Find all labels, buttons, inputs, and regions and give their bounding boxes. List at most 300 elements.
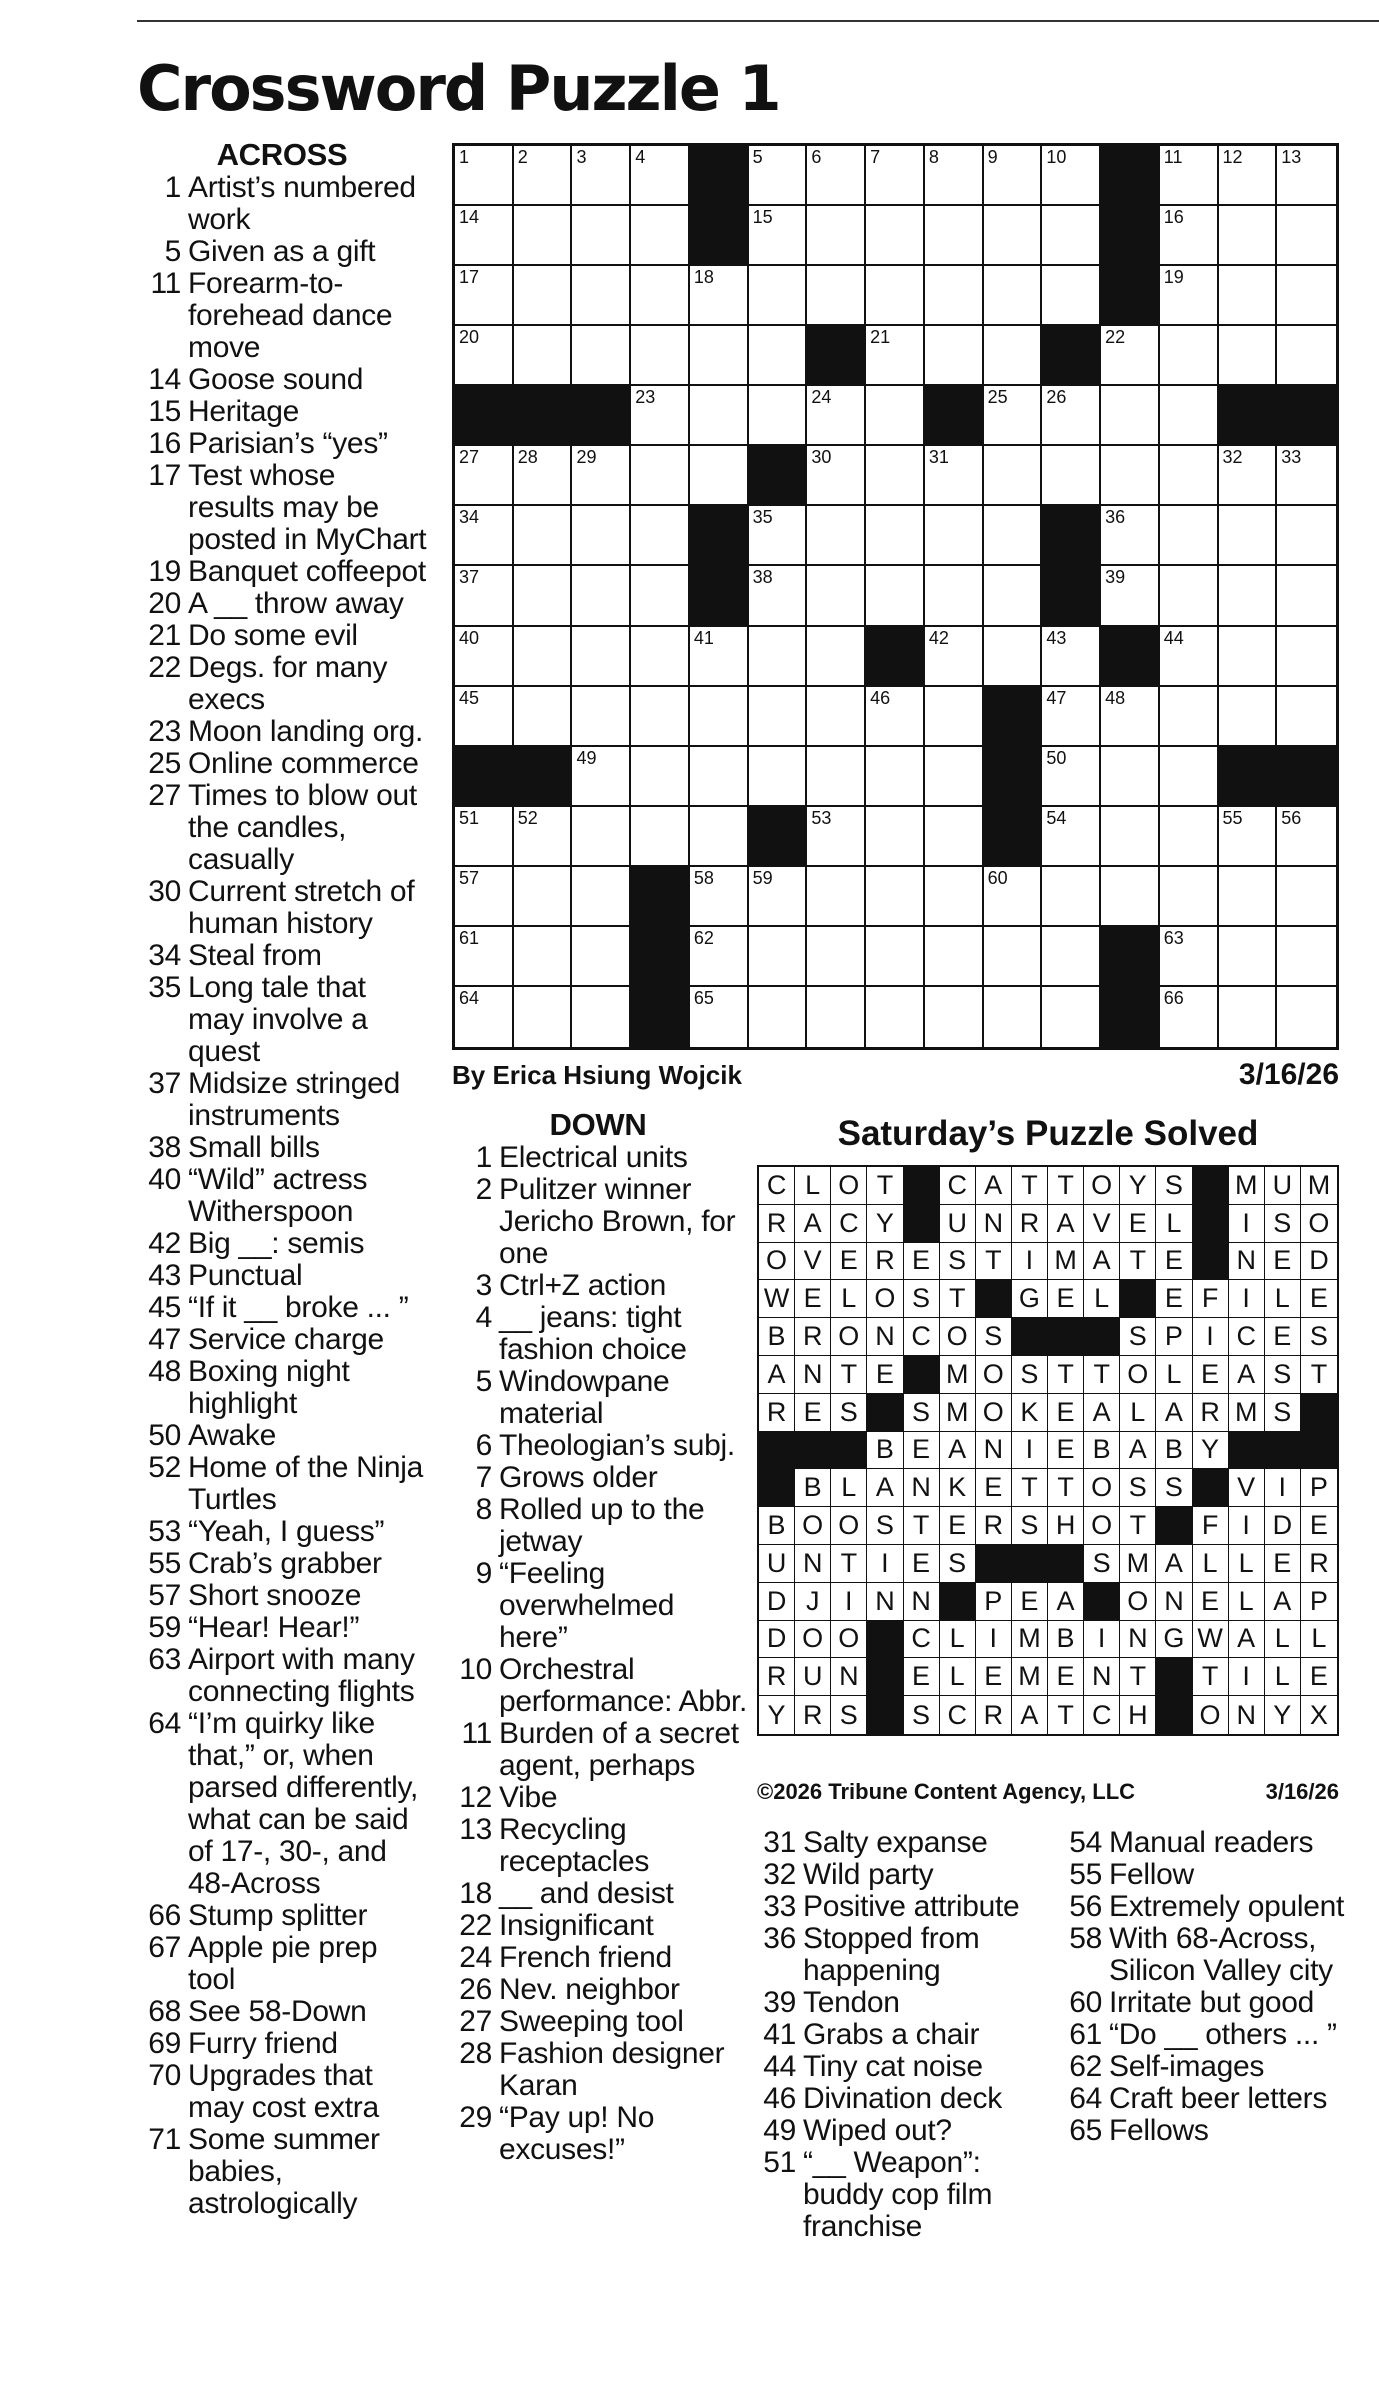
clue-text: Recycling receptacles [499,1813,650,1878]
clue-text: Salty expanse [803,1826,988,1859]
clue-number: 17 [148,459,181,492]
solution-letter: R [759,1658,795,1696]
grid-square [1160,326,1219,386]
grid-square [455,326,514,386]
solution-letter: P [1156,1318,1192,1356]
solution-letter: O [867,1280,903,1318]
clue-number: 10 [459,1653,492,1686]
clue-item [137,652,427,716]
solution-letter: E [1265,1318,1301,1356]
solution-letter: A [1084,1243,1120,1281]
across-header: ACROSS [216,137,348,172]
grid-square [455,867,514,927]
solution-letter: T [1012,1469,1048,1507]
solution-letter: S [831,1696,867,1734]
clue-number: 36 [763,1922,796,1955]
grid-square [1101,326,1160,386]
byline: By Erica Hsiung Wojcik [452,1060,742,1090]
solution-letter: S [1301,1318,1337,1356]
clue-number: 38 [148,1131,181,1164]
solution-letter: L [1193,1545,1229,1583]
solution-letter: V [1229,1469,1265,1507]
solution-letter: A [1156,1545,1192,1583]
grid-square [1160,206,1219,266]
clue-number: 53 [148,1515,181,1548]
clue-number: 6 [475,1429,492,1462]
square-number: 38 [752,567,773,588]
solution-letter: O [831,1167,867,1205]
grid-square [1277,326,1336,386]
grid-square [514,566,573,626]
across-clue-list [137,138,427,2220]
clue-number: 66 [148,1899,181,1932]
grid-square [807,687,866,747]
grid-square [1219,807,1278,867]
grid-square [1160,807,1219,867]
grid-square [807,206,866,266]
grid-square [572,807,631,867]
clue-item [752,2051,1052,2083]
solution-letter: F [1193,1507,1229,1545]
grid-square [514,807,573,867]
solution-letter: K [940,1469,976,1507]
grid-square [1219,146,1278,206]
clue-text: Manual readers [1109,1826,1314,1859]
clue-number: 71 [148,2123,181,2156]
clue-number: 7 [475,1461,492,1494]
clue-number: 50 [148,1419,181,1452]
grid-square [984,867,1043,927]
solution-letter: M [1301,1167,1337,1205]
black-square [749,446,808,506]
solution-letter: B [759,1318,795,1356]
clue-number: 35 [148,971,181,1004]
solution-black-square [904,1167,940,1205]
grid-square [749,506,808,566]
grid-square [984,146,1043,206]
solution-letter: S [1012,1356,1048,1394]
grid-square [572,326,631,386]
clue-number: 64 [1069,2082,1102,2115]
solution-letter: S [1265,1205,1301,1243]
solution-letter: I [1012,1432,1048,1470]
clue-number: 44 [763,2050,796,2083]
solution-letter: L [1120,1394,1156,1432]
clue-item [752,2019,1052,2051]
solution-letter: T [1301,1356,1337,1394]
grid-square [1160,627,1219,687]
clue-text: Theologian’s subj. [499,1429,735,1462]
solution-letter: X [1301,1696,1337,1734]
clue-item [1058,2019,1368,2051]
black-square [455,386,514,446]
grid-square [1160,266,1219,326]
solution-letter: O [1301,1205,1337,1243]
solution-letter: S [1156,1167,1192,1205]
clue-text: “Yeah, I guess” [188,1515,385,1548]
clue-item [752,1987,1052,2019]
clue-number: 22 [459,1909,492,1942]
clue-item [137,1644,427,1708]
solution-letter: O [795,1621,831,1659]
clue-item [137,236,427,268]
clue-number: 27 [459,2005,492,2038]
grid-square [690,386,749,446]
solution-letter: A [940,1432,976,1470]
solution-letter: L [1265,1621,1301,1659]
clue-item [137,780,427,876]
solution-letter: L [795,1167,831,1205]
black-square [1101,266,1160,326]
clue-item [137,1260,427,1292]
grid-square [1042,687,1101,747]
solution-letter: O [795,1507,831,1545]
clue-number: 58 [1069,1922,1102,1955]
grid-square [807,566,866,626]
solution-letter: E [1048,1394,1084,1432]
square-number: 31 [928,447,949,468]
clue-number: 37 [148,1067,181,1100]
solution-letter: V [795,1243,831,1281]
black-square [690,506,749,566]
clue-number: 2 [475,1173,492,1206]
clue-item [448,1302,748,1366]
solution-letter: C [940,1696,976,1734]
solution-letter: M [940,1356,976,1394]
clue-item [448,2006,748,2038]
clue-item [448,1174,748,1270]
grid-square [514,266,573,326]
grid-square [866,927,925,987]
solution-letter: E [1301,1658,1337,1696]
clue-number: 43 [148,1259,181,1292]
solution-letter: E [1265,1243,1301,1281]
square-number: 43 [1046,627,1067,648]
solution-letter: W [1193,1621,1229,1659]
grid-square [572,446,631,506]
clue-number: 28 [459,2037,492,2070]
clue-text: Furry friend [188,2027,338,2060]
solution-letter: O [831,1318,867,1356]
solution-letter: T [1048,1356,1084,1394]
grid-square [690,867,749,927]
clue-text: Wild party [803,1858,934,1891]
clue-number: 24 [459,1941,492,1974]
solution-letter: T [1120,1507,1156,1545]
solution-letter: B [1084,1432,1120,1470]
black-square [690,206,749,266]
clue-text: Moon landing org. [188,715,424,748]
solution-black-square [759,1432,795,1470]
solution-letter: M [1120,1545,1156,1583]
grid-square [984,446,1043,506]
solution-letter: H [1048,1507,1084,1545]
solution-letter: N [976,1432,1012,1470]
clue-item [448,2102,748,2166]
grid-square [807,146,866,206]
grid-square [984,627,1043,687]
square-number: 3 [576,147,587,167]
clue-number: 42 [148,1227,181,1260]
black-square [514,747,573,807]
clue-item [137,1452,427,1516]
square-number: 60 [987,867,1008,888]
solution-letter: D [1301,1243,1337,1281]
grid-square [514,146,573,206]
solution-letter: A [1229,1356,1265,1394]
solution-letter: S [904,1280,940,1318]
grid-square [749,566,808,626]
clue-number: 14 [148,363,181,396]
solution-letter: C [1084,1696,1120,1734]
grid-square [866,566,925,626]
clue-number: 60 [1069,1986,1102,2019]
clue-item [137,2124,427,2220]
grid-square [514,506,573,566]
clue-text: Sweeping tool [499,2005,684,2038]
clue-item [752,1891,1052,1923]
grid-square [1101,867,1160,927]
grid-square [631,326,690,386]
clue-text: Apple pie prep tool [188,1931,378,1996]
solution-letter: R [867,1243,903,1281]
square-number: 37 [459,567,480,588]
clue-number: 19 [148,555,181,588]
solution-letter: Y [1120,1167,1156,1205]
grid-square [455,206,514,266]
solution-letter: F [1193,1280,1229,1318]
clue-number: 9 [475,1557,492,1590]
solution-letter: T [831,1545,867,1583]
grid-square [1101,687,1160,747]
grid-square [1219,987,1278,1047]
square-number: 14 [459,207,480,228]
grid-square [690,687,749,747]
clue-text: “Wild” actress Witherspoon [188,1163,368,1228]
solution-black-square [759,1469,795,1507]
black-square [1042,566,1101,626]
solution-letter: R [1193,1394,1229,1432]
clue-number: 25 [148,747,181,780]
solution-letter: O [1120,1583,1156,1621]
solution-letter: T [1048,1469,1084,1507]
grid-square [1219,687,1278,747]
square-number: 53 [811,807,832,828]
clue-number: 15 [148,395,181,428]
clue-text: Grabs a chair [803,2018,980,2051]
grid-square [572,266,631,326]
square-number: 41 [693,627,714,648]
solution-letter: N [1229,1696,1265,1734]
clue-number: 67 [148,1931,181,1964]
solution-letter: E [1193,1356,1229,1394]
copyright: ©2026 Tribune Content Agency, LLC [757,1779,1136,1804]
grid-square [749,747,808,807]
solution-letter: Y [867,1205,903,1243]
clue-item [137,1580,427,1612]
clue-text: Steal from [188,939,322,972]
solution-letter: M [1229,1394,1265,1432]
clue-text: Forearm-to-forehead dance move [188,267,393,364]
solution-letter: E [976,1658,1012,1696]
square-number: 46 [870,687,891,708]
clue-number: 4 [475,1301,492,1334]
grid-square [572,747,631,807]
solution-letter: J [795,1583,831,1621]
black-square [572,386,631,446]
solution-black-square [867,1621,903,1659]
grid-square [749,146,808,206]
clue-text: Self-images [1109,2050,1265,2083]
clue-item [137,556,427,588]
clue-item [137,1516,427,1548]
square-number: 63 [1163,927,1184,948]
grid-square [807,747,866,807]
clue-number: 3 [475,1269,492,1302]
grid-square [807,807,866,867]
solution-letter: A [1156,1394,1192,1432]
grid-square [925,927,984,987]
solution-letter: T [1048,1696,1084,1734]
clue-item [1058,2051,1368,2083]
square-number: 8 [928,147,939,167]
clue-text: Nev. neighbor [499,1973,680,2006]
page-title: Crossword Puzzle 1 [137,52,780,125]
solution-letter: E [904,1243,940,1281]
clue-text: “Do __ others ... ” [1109,2018,1337,2051]
square-number: 35 [752,507,773,528]
solution-letter: T [1120,1658,1156,1696]
clue-text: Electrical units [499,1141,688,1174]
grid-square [984,506,1043,566]
clue-number: 54 [1069,1826,1102,1859]
solution-letter: O [1084,1167,1120,1205]
clue-number: 40 [148,1163,181,1196]
clue-item [448,1270,748,1302]
clue-item [137,940,427,972]
clue-text: “__ Weapon”: buddy cop film franchise [803,2146,993,2243]
clue-item [448,1878,748,1910]
black-square [984,807,1043,867]
solution-black-square [1301,1394,1337,1432]
clue-number: 41 [763,2018,796,2051]
clue-number: 48 [148,1355,181,1388]
solution-letter: B [1048,1621,1084,1659]
solution-letter: T [1084,1356,1120,1394]
grid-square [1277,627,1336,687]
square-number: 4 [635,147,646,167]
square-number: 61 [459,927,480,948]
solution-letter: T [1193,1658,1229,1696]
clue-text: Home of the Ninja Turtles [188,1451,424,1516]
solution-letter: L [940,1621,976,1659]
grid-square [690,627,749,687]
solution-letter: N [795,1356,831,1394]
clue-text: Extremely opulent [1109,1890,1345,1923]
solution-letter: E [904,1545,940,1583]
grid-square [1042,266,1101,326]
clue-item [752,2083,1052,2115]
grid-square [1160,747,1219,807]
grid-square [1042,807,1101,867]
solution-letter: U [940,1205,976,1243]
clue-number: 63 [148,1643,181,1676]
grid-square [984,927,1043,987]
grid-square [1101,506,1160,566]
solution-black-square [795,1432,831,1470]
grid-square [984,266,1043,326]
clue-text: Do some evil [188,619,358,652]
grid-square [866,506,925,566]
grid-square [1042,386,1101,446]
clue-text: Ctrl+Z action [499,1269,666,1302]
square-number: 24 [811,387,832,408]
solution-letter: N [1084,1658,1120,1696]
clue-item [137,172,427,236]
solution-black-square [867,1696,903,1734]
solution-letter: L [1084,1280,1120,1318]
black-square [1042,506,1101,566]
clue-number: 1 [164,171,181,204]
grid-square [572,506,631,566]
solution-letter: B [795,1469,831,1507]
clue-number: 51 [763,2146,796,2179]
solution-letter: E [1120,1205,1156,1243]
solution-letter: N [867,1318,903,1356]
clue-item [137,1164,427,1228]
grid-square [690,807,749,867]
clue-item [137,396,427,428]
solution-letter: R [759,1394,795,1432]
solution-letter: E [1301,1507,1337,1545]
solution-letter: I [1229,1658,1265,1696]
grid-square [807,627,866,687]
clue-text: Fashion designer Karan [499,2037,725,2102]
grid-square [455,807,514,867]
solution-letter: A [1265,1583,1301,1621]
grid-square [631,566,690,626]
clue-text: __ jeans: tight fashion choice [499,1301,687,1366]
solution-black-square [1193,1469,1229,1507]
clue-text: Times to blow out the candles, casually [188,779,417,876]
grid-square [925,807,984,867]
solution-letter: I [867,1545,903,1583]
grid-square [984,566,1043,626]
square-number: 48 [1105,687,1126,708]
clue-number: 32 [763,1858,796,1891]
clue-text: Craft beer letters [1109,2082,1328,2115]
grid-square [572,987,631,1047]
solution-black-square [940,1583,976,1621]
clue-text: Parisian’s “yes” [188,427,388,460]
down-header: DOWN [549,1107,647,1142]
solution-letter: A [1048,1583,1084,1621]
solution-letter: B [1156,1432,1192,1470]
square-number: 28 [517,447,538,468]
clue-item [137,1228,427,1260]
square-number: 13 [1281,147,1302,167]
solution-letter: A [1084,1394,1120,1432]
grid-square [631,446,690,506]
square-number: 20 [459,327,480,348]
solution-black-square [867,1394,903,1432]
clue-text: With 68-Across, Silicon Valley city [1109,1922,1333,1987]
clue-text: Big __: semis [188,1227,365,1260]
square-number: 51 [459,807,480,828]
clue-item [137,1996,427,2028]
grid-square [572,566,631,626]
grid-square [925,687,984,747]
